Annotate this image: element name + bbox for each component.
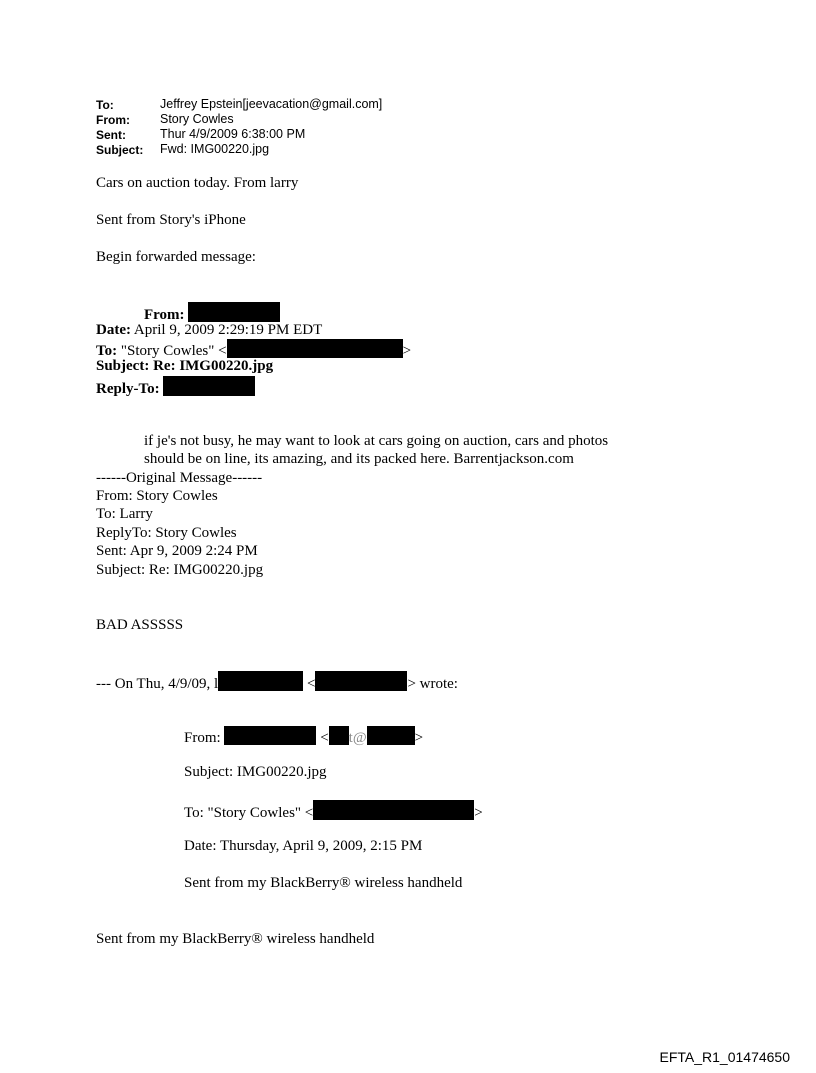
redaction-block [163, 376, 255, 396]
header-to-value: Jeffrey Epstein[jeevacation@gmail.com] [160, 97, 383, 111]
quoted-wrote-prefix: --- On Thu, 4/9/09, [96, 676, 215, 692]
header-from-value: Story Cowles [160, 112, 234, 126]
fwd-subject-row [96, 357, 273, 375]
quoted-signature: Sent from my BlackBerry® wireless handheld [184, 875, 463, 891]
fwd-date-value: April 9, 2009 2:29:19 PM EDT [133, 322, 323, 338]
header-sent-value: Thur 4/9/2009 6:38:00 PM [160, 127, 306, 141]
original-from: From: Story Cowles [96, 488, 218, 504]
quoted-from-partial: t@ [348, 730, 367, 746]
redaction-block [367, 726, 415, 745]
quoted-subject: Subject: IMG00220.jpg [184, 764, 327, 780]
original-exclaim: BAD ASSSSS [96, 617, 184, 633]
redaction-block [188, 302, 280, 322]
fwd-subject-label: Subject: Re: IMG00220.jpg [96, 358, 274, 374]
fwd-date-row [96, 321, 322, 339]
original-divider: ------Original Message------ [96, 470, 263, 486]
footer-signature: Sent from my BlackBerry® wireless handheld [96, 931, 375, 947]
original-sent: Sent: Apr 9, 2009 2:24 PM [96, 543, 258, 559]
redaction-block [329, 726, 349, 745]
redaction-block [218, 671, 303, 691]
body-line-1: Cars on auction today. From larry [96, 175, 299, 191]
header-sent-label: Sent: [96, 128, 126, 142]
body-line-3: Begin forwarded message: [96, 249, 256, 265]
quoted-from-gt: > [414, 730, 424, 746]
redaction-block [315, 671, 407, 691]
document-id: EFTA_R1_01474650 [659, 1049, 790, 1065]
quoted-wrote-suffix: > wrote: [407, 676, 458, 692]
quoted-wrote-line [96, 671, 458, 693]
redaction-block [224, 726, 316, 745]
header-to-label: To: [96, 98, 114, 112]
redaction-block [227, 339, 403, 358]
fwd-to-close: > [402, 343, 412, 359]
redaction-block [313, 800, 474, 820]
original-replyto: ReplyTo: Story Cowles [96, 525, 237, 541]
quoted-to-gt: > [474, 805, 483, 821]
fwd-to-value: "Story Cowles" < [120, 343, 227, 359]
quoted-to-row [184, 800, 483, 822]
quoted-from-label: From: [184, 730, 225, 746]
message-para-1: if je's not busy, he may want to look at cars going on auction, cars and photos [144, 433, 609, 449]
quoted-to-label: To: "Story Cowles" < [184, 805, 314, 821]
fwd-replyto-label: Reply-To: [96, 381, 160, 397]
quoted-from-row [184, 726, 423, 747]
fwd-to-label: To: [96, 343, 118, 359]
fwd-date-label: Date: [96, 322, 131, 338]
quoted-wrote-mid: < [303, 676, 316, 692]
original-subject: Subject: Re: IMG00220.jpg [96, 562, 264, 578]
header-subject-label: Subject: [96, 143, 144, 157]
body-line-2: Sent from Story's iPhone [96, 212, 246, 228]
header-subject-value: Fwd: IMG00220.jpg [160, 142, 270, 156]
original-to: To: Larry [96, 506, 153, 522]
fwd-from-label: From: [144, 307, 185, 323]
header-from-label: From: [96, 113, 130, 127]
fwd-replyto-row [96, 376, 255, 398]
quoted-from-lt: < [316, 730, 329, 746]
quoted-wrote-initial: l [214, 676, 219, 692]
quoted-date: Date: Thursday, April 9, 2009, 2:15 PM [184, 838, 423, 854]
message-para-2: should be on line, its amazing, and its packed here. Barrentjackson.com [144, 451, 574, 467]
